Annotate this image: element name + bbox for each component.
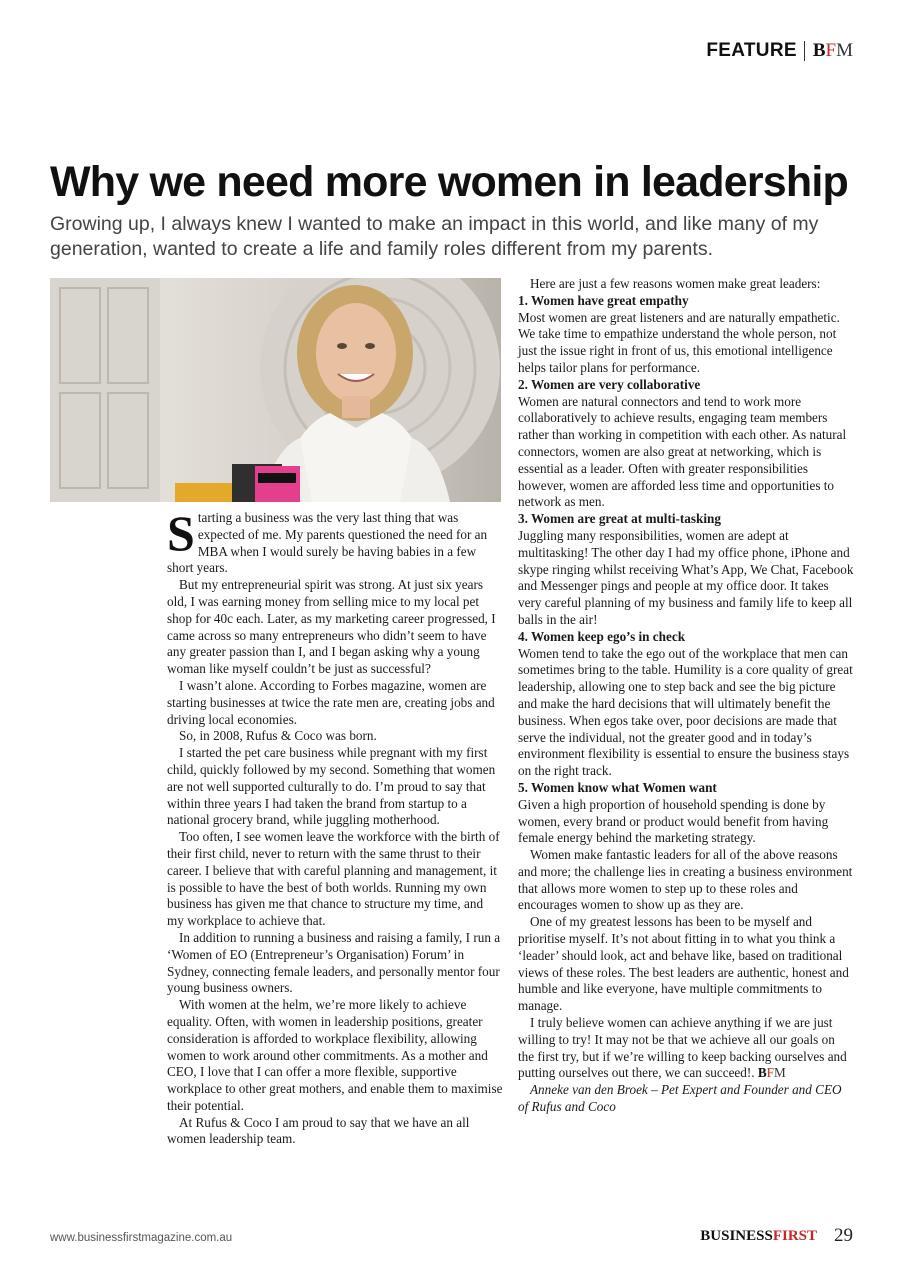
header-divider xyxy=(804,41,805,61)
body-paragraph: So, in 2008, Rufus & Coco was born. xyxy=(179,728,377,744)
author-photo xyxy=(50,278,501,502)
body-paragraph: At Rufus & Coco I am proud to say that we have an all women leadership team. xyxy=(167,1114,470,1147)
body-paragraph: Starting a business was the very last thing that was expected of me. My parents questioned the need for an MBA when I would surely be having babies in a few short years. xyxy=(167,505,488,576)
article-subtitle: Growing up, I always knew I wanted to make an impact in this world, and like many of my generation, wanted to create a life and family roles different from my parents. xyxy=(50,213,819,260)
page-number: 29 xyxy=(834,1225,853,1246)
reason-text: Women are natural connectors and tend to work more collaboratively to achieve results, engaging team members rather than working in competition with each other. As natural connectors, women are also great at networking, which is essential as a leader. Often with greater responsibilities however, women are afforded less time and opportunities to network as men. xyxy=(518,393,847,510)
body-paragraph: I wasn’t alone. According to Forbes magazine, women are starting businesses at twice the rate men are, creating jobs and driving local economies. xyxy=(167,677,495,727)
body-paragraph: I started the pet care business while pregnant with my first child, quickly followed by my second. Something that women are not well supported culturally to do. I’m proud to say that within three years I had taken the brand from startup to a national grocery brand, while juggling motherhood. xyxy=(167,745,496,828)
author-signature: Anneke van den Broek – Pet Expert and Founder and CEO of Rufus and Coco xyxy=(518,1082,842,1115)
body-paragraph: With women at the helm, we’re more likely to achieve equality. Often, with women in leadership positions, greater consideration is afforded to workplace flexibility, allowing women to work around other commitments. As a mother and CEO, I love that I can offer a more flexible, supportive workplace to other great mothers, and enable them to maximise their potential. xyxy=(167,997,503,1113)
article-right-column xyxy=(518,276,854,1116)
end-mark-logo: BFM xyxy=(757,1065,786,1081)
reason-text: Juggling many responsibilities, women are adept at multitasking! The other day I had my office phone, iPhone and skype ringing whilst receiving What’s App, We Chat, Facebook and Messenger pings and people at my office door. It takes very careful planning of my business and family life to keep all balls in the air! xyxy=(518,527,854,627)
section-label: FEATURE xyxy=(706,40,797,61)
reason-heading: 3. Women are great at multi-tasking xyxy=(518,511,721,527)
reason-text: Most women are great listeners and are naturally empathetic. We take time to empathize understand the whole person, not just the issue right in front of us, this emotional intelligence helps tailor plans for performance. xyxy=(518,309,840,375)
footer-website-link[interactable]: www.businessfirstmagazine.com.au xyxy=(50,1232,233,1244)
reason-text: Given a high proportion of household spending is done by women, every brand or product would benefit from having female energy behind the marketing strategy. xyxy=(518,796,829,846)
body-paragraph: One of my greatest lessons has been to be myself and prioritise myself. It’s not about fitting in to what you think a ‘leader’ should look, act and behave like, based on traditional views of these roles. The best leaders are authentic, honest and humble and like everyone, have multiple commitments to manage. xyxy=(518,914,849,1014)
reason-heading: 4. Women keep ego’s in check xyxy=(518,628,686,644)
reason-heading: 2. Women are very collaborative xyxy=(518,376,701,392)
body-paragraph: I truly believe women can achieve anything if we are just willing to try! It may not be that we achieve all our goals on the first try, but if we’re willing to keep backing ourselves and putting ourselves out there, we can succeed!. BFM xyxy=(518,1015,847,1081)
body-paragraph: Women make fantastic leaders for all of the above reasons and more; the challenge lies in creating a business environment that allows more women to step up to these roles and encourages women to show up as they are. xyxy=(518,847,853,913)
footer-brand-logo: BUSINESSFIRST xyxy=(700,1228,817,1244)
reasons-intro: Here are just a few reasons women make great leaders: xyxy=(530,276,821,291)
article-left-column xyxy=(167,505,503,1148)
body-paragraph: But my entrepreneurial spirit was strong. At just six years old, I was earning money from selling mice to my local pet shop for 40c each. Later, as my marketing career progressed, I came across so many entrepreneurs who didn’t seem to have any greater passion than I, and I began asking why a young woman like myself couldn’t be just as successful? xyxy=(167,577,496,677)
body-paragraph: Too often, I see women leave the workforce with the birth of their first child, never to return with the same thrust to their career. I believe that with careful planning and management, it is possible to have the best of both worlds. Running my own business has given me that chance to structure my time, and my workplace to achieve that. xyxy=(167,829,500,929)
bfm-logo: BFM xyxy=(812,40,853,61)
reason-text: Women tend to take the ego out of the workplace that men can sometimes bring to the table. Humility is a core quality of great leadership, allowing one to step back and see the big picture and make the hard decisions that will ultimately benefit the business. When egos take over, poor decisions are made that serve the individual, not the greater good and in today’s environment flexibility is essential to ensure the business stays on the right track. xyxy=(518,645,853,779)
reason-heading: 5. Women know what Women want xyxy=(518,779,717,795)
body-paragraph: In addition to running a business and raising a family, I run a ‘Women of EO (Entrepreneur’s Organisation) Forum’ in Sydney, connecting female leaders, and personally mentor four young business owners. xyxy=(167,929,501,996)
article-title: Why we need more women in leadership xyxy=(50,158,848,206)
reason-heading: 1. Women have great empathy xyxy=(518,292,689,308)
page-header xyxy=(706,40,853,62)
drop-cap: S xyxy=(167,505,195,561)
